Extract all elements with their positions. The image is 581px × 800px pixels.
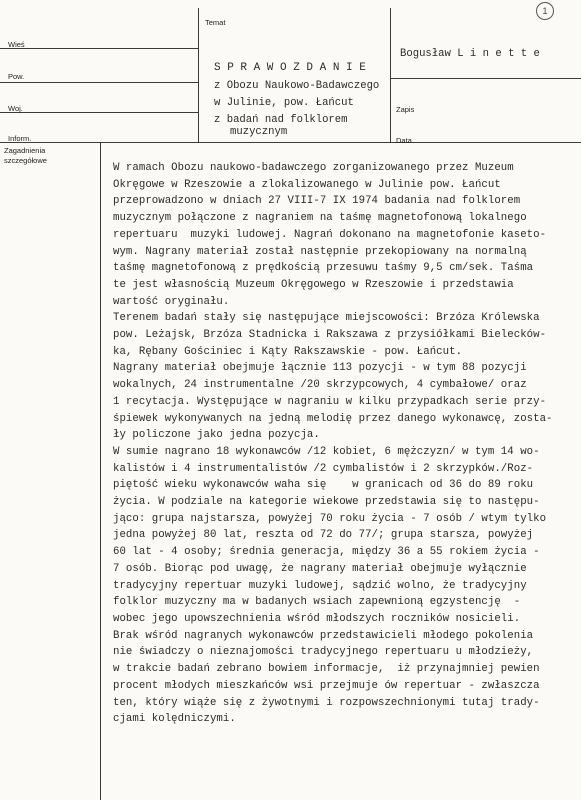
pow-label: Pow. xyxy=(8,72,25,81)
body-line: tradycyjny repertuar muzyki ludowej, sądzić wolno, że tradycyjny xyxy=(113,579,527,592)
body-line: folklor muzyczny ma w badanych wsiach zapewnioną egzystencję - xyxy=(113,596,521,609)
temat-label: Temat xyxy=(205,18,226,27)
divider-line xyxy=(0,112,198,113)
body-line: ły policzone jako jedna pozycja. xyxy=(113,429,320,442)
report-title: S P R A W O Z D A N I E xyxy=(214,62,366,74)
temat-line: z Obozu Naukowo-Badawczego xyxy=(214,80,380,92)
data-label: Data xyxy=(396,136,412,145)
body-line: ten, który wiąże się z żywotnymi i rozpowszechnionymi tutaj trady- xyxy=(113,696,540,709)
wies-label: Wieś xyxy=(8,40,25,49)
body-line: W sumie nagrano 18 wykonawców /12 kobiet, 6 mężczyzn/ w tym 14 wo- xyxy=(113,445,540,458)
temat-line: z badań nad folklorem xyxy=(214,114,348,126)
body-line: życia. W podziale na kategorie wiekowe przedstawia się to następu- xyxy=(113,496,540,509)
body-line: przeprowadzono w dniach 27 VIII-7 IX 1974 badania nad folklorem xyxy=(113,195,521,208)
body-line: W ramach Obozu naukowo-badawczego zorganizowanego przez Muzeum xyxy=(113,162,514,174)
divider-line xyxy=(0,48,198,49)
body-line: kalistów i 4 instrumentalistów /2 cymbalistów i 2 skrzypków./Roz- xyxy=(113,462,534,475)
temat-line: w Julinie, pow. Łańcut xyxy=(214,97,354,109)
body-line: pow. Leżajsk, Brzóza Stadnicka i Rakszawa z przysiółkami Bielecków- xyxy=(113,329,547,342)
body-line: Terenem badań stały się następujące miejscowości: Brzóza Królewska xyxy=(113,312,540,325)
recorder-name: Bogusław L i n e t t e xyxy=(400,48,540,60)
body-line: Brak wśród nagranych wykonawców przedstawicieli młodego pokolenia xyxy=(113,629,534,642)
body-line: Nagrany materiał obejmuje łącznie 113 pozycji - w tym 88 pozycji xyxy=(113,362,527,375)
body-line: wym. Nagrany materiał został następnie przekopiowany na normalną xyxy=(113,245,527,258)
temat-line: muzycznym xyxy=(230,126,288,138)
woj-label: Woj. xyxy=(8,104,23,113)
body-line: procent młodych mieszkańców wsi przejmuje ów repertuar - zwłaszcza xyxy=(113,679,540,692)
body-line: te jest własnością Muzeum Okręgowego w Rzeszowie i przedstawia xyxy=(113,278,514,291)
body-line: jedna powyżej 80 lat, reszta od 72 do 77/; grupa starsza, powyżej xyxy=(113,529,534,542)
divider-line xyxy=(390,78,581,79)
inform-label: Inform. xyxy=(8,134,32,143)
zagadnienia-label: Zagadnienia szczegółowe xyxy=(4,146,47,165)
body-line: wobec jego upowszechnienia wśród młodszych roczników nosicieli. xyxy=(113,612,521,625)
body-line: taśmę magnetofonową z prędkością przesuwu taśmy 9,5 cm/sek. Taśma xyxy=(113,262,534,275)
report-body xyxy=(113,160,573,728)
body-line: 7 osób. Biorąc pod uwagę, że nagrany materiał obejmuje wyłącznie xyxy=(113,562,527,575)
body-line: Okręgowe w Rzeszowie a zlokalizowanego w Julinie pow. Łańcut xyxy=(113,178,501,191)
body-line: jąco: grupa najstarsza, powyżej 70 roku życia - 7 osób / wtym tylko xyxy=(113,512,547,525)
body-line: ka, Rębany Gościniec i Kąty Rakszawskie - pow. Łańcut. xyxy=(113,345,463,358)
body-line: wartość oryginału. xyxy=(113,295,230,308)
body-line: 60 lat - 4 osoby; średnia generacja, między 36 a 55 rokiem życia - xyxy=(113,546,540,559)
divider-line xyxy=(390,8,391,143)
divider-line xyxy=(198,8,199,143)
divider-line xyxy=(100,142,101,800)
zapis-label: Zapis xyxy=(396,105,415,114)
body-line: śpiewek wykonywanych na jedną melodię przez danego wykonawcę, zosta- xyxy=(113,412,553,425)
body-line: piętość wieku wykonawców waha się w granicach od 36 do 89 roku xyxy=(113,479,534,492)
page-number: 1 xyxy=(536,2,554,20)
body-line: w trakcie badań zebrano bowiem informacje, iż przynajmniej pewien xyxy=(113,663,540,676)
divider-line xyxy=(0,142,581,143)
body-line: 1 recytacja. Występujące w nagraniu w kilku przypadkach serie przy- xyxy=(113,395,547,408)
divider-line xyxy=(0,82,198,83)
body-line: repertuaru muzyki ludowej. Nagrań dokonano na magnetofonie kaseto- xyxy=(113,228,547,241)
body-line: cjami kolędniczymi. xyxy=(113,713,236,726)
body-line: muzycznym połączone z nagraniem na taśmę magnetofonową lokalnego xyxy=(113,212,527,225)
body-line: nie świadczy o nieznajomości tradycyjnego repertuaru u młodzieży, xyxy=(113,646,534,659)
body-line: wokalnych, 24 instrumentalne /20 skrzypcowych, 4 cymbałowe/ oraz xyxy=(113,379,527,392)
